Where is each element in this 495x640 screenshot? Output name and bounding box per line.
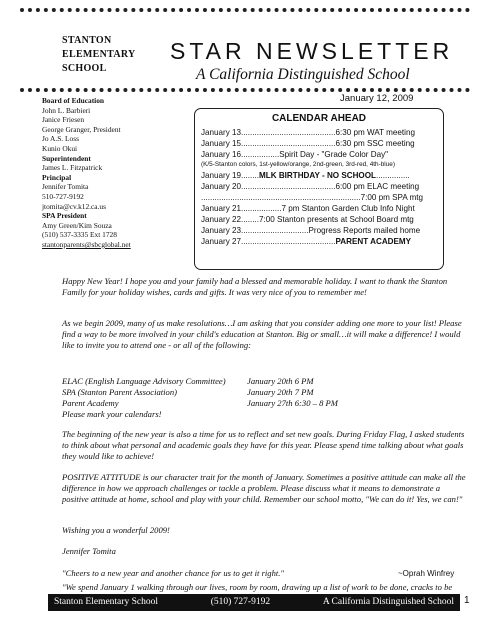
calendar-row [201, 149, 437, 160]
calendar-rows [201, 127, 437, 247]
sidebar-line: (510) 537-3335 Ext 1728 [42, 230, 117, 240]
sidebar-line: Superintendent [42, 153, 91, 163]
calendar-title: CALENDAR AHEAD [271, 113, 367, 124]
meeting-row [62, 376, 462, 387]
calendar-row-text: January 23..............................Progress Reports mailed home [201, 226, 421, 235]
footer-school: Stanton Elementary School [54, 597, 158, 607]
sidebar-line: 510-727-9192 [42, 191, 84, 201]
newsletter-title: STAR NEWSLETTER [170, 38, 454, 64]
calendar-row-text: .......................................................................7:00 pm SPA mtg [201, 193, 424, 202]
calendar-row-text: (K/5-Stanton colors, 1st-yellow/orange, 2nd-green, 3rd-red, 4th-blue) [201, 161, 395, 168]
closing-wish: Wishing you a wonderful 2009! [62, 525, 170, 535]
calendar-row [201, 127, 437, 138]
calendar-row [201, 181, 437, 192]
meeting-date: January 20th 6 PM [247, 376, 314, 386]
calendar-row-text: January 19........ [201, 171, 260, 180]
calendar-box [194, 108, 444, 270]
sidebar-line: SPA President [42, 211, 87, 221]
newsletter-subtitle: A California Distinguished School [196, 66, 410, 83]
calendar-row-text: January 20..........................................6:00 pm ELAC meeting [201, 182, 420, 191]
top-dotted-rule [20, 8, 470, 12]
paragraph-goals: The beginning of the new year is also a time for us to reflect and set new goals. During Friday Flag, I asked students to think about what personal and academic goals they have for this year. Please spend time talking about what goals they would like to achieve! [62, 429, 465, 461]
school-name [62, 34, 162, 76]
school-line: SCHOOL [62, 63, 107, 74]
meeting-row [62, 398, 462, 409]
meeting-name: ELAC (English Language Advisory Committee) [62, 376, 226, 386]
school-line: ELEMENTARY [62, 49, 136, 60]
sidebar-line: Principal [42, 172, 72, 182]
sidebar-line: Jo A.S. Loss [42, 134, 79, 144]
meeting-row [62, 387, 462, 398]
footer-phone: (510) 727-9192 [210, 597, 271, 607]
calendar-row [201, 160, 437, 170]
sidebar-line: Kunio Okui [42, 143, 78, 153]
sidebar-line: Amy Green/Kim Souza [42, 220, 112, 230]
meeting-name: Parent Academy [62, 398, 119, 408]
paragraph-resolutions: As we begin 2009, many of us make resolutions…I am asking that you consider adding one more to your list! Please find a way to be more involved in your child's education at Stanton. Big or small…it will make a difference! I would like to invite you to attend one - or all of the following: [62, 318, 462, 350]
sidebar-line: jtomita@cv.k12.ca.us [42, 201, 106, 211]
calendar-row [201, 170, 437, 181]
calendar-row [201, 236, 437, 247]
paragraph-greeting: Happy New Year! I hope you and your family had a blessed and memorable holiday. I want to thank the Stanton Family for your holiday wishes, cards and gifts. It was very nice of you to remember me! [62, 276, 448, 297]
meeting-date: January 27th 6:30 – 8 PM [247, 398, 338, 408]
signature: Jennifer Tomita [62, 546, 116, 556]
page-number: 1 [464, 595, 470, 606]
calendar-row-text: January 27.......................................... [201, 237, 336, 246]
calendar-row-text: January 15..........................................6:30 pm SSC meeting [201, 139, 415, 148]
sidebar-line: Janice Friesen [42, 115, 85, 125]
sidebar-line: Jennifer Tomita [42, 182, 89, 192]
staff-sidebar [42, 96, 192, 250]
header-dotted-rule [20, 88, 470, 92]
newsletter-date: January 12, 2009 [340, 93, 414, 104]
paragraph-positive-attitude: POSITIVE ATTITUDE is our character trait for the month of January. Sometimes a positive attitude can make all the difference in how we approach challenges or tackle a problem. Please discuss what it means to demonstrate a positive attitude at home, school and play with your child. Remember our school motto, "We can do it! Yes, we can!" [62, 472, 466, 504]
calendar-row [201, 138, 437, 149]
calendar-row-text: January 22........7:00 Stanton presents at School Board mtg [201, 215, 414, 224]
sidebar-line: Board of Education [42, 96, 105, 105]
quote-oprah-author: ~Oprah Winfrey [398, 569, 455, 578]
calendar-row [201, 203, 437, 214]
calendar-row [201, 225, 437, 236]
footer-tagline: A California Distinguished School [322, 597, 454, 607]
calendar-row [201, 192, 437, 203]
calendar-row-text: January 16.................Spirit Day - "Grade Color Day" [201, 150, 389, 159]
quote-oprah: "Cheers to a new year and another chance for us to get it right." [62, 568, 285, 578]
calendar-row-text: January 21..................7 pm Stanton Garden Club Info Night [201, 204, 415, 213]
calendar-row-highlight: PARENT ACADEMY [335, 237, 412, 246]
sidebar-line: John L. Barbieri [42, 105, 91, 115]
meeting-date: January 20th 7 PM [247, 387, 314, 397]
calendar-row-highlight: MLK BIRTHDAY - NO SCHOOL [259, 171, 376, 180]
meeting-name: SPA (Stanton Parent Association) [62, 387, 177, 397]
calendar-row [201, 214, 437, 225]
school-line: STANTON [62, 35, 112, 46]
sidebar-line: George Granger, President [42, 124, 121, 134]
sidebar-line: James L. Fitzpatrick [42, 163, 103, 173]
quote-goodman: "We spend January 1 walking through our lives, room by room, drawing up a list of work to be done, cracks to be [62, 582, 453, 592]
footer-bar [48, 594, 460, 611]
calendar-row-text: January 13..........................................6:30 pm WAT meeting [201, 128, 415, 137]
sidebar-line[interactable]: stantonparents@sbcglobal.net [42, 239, 131, 249]
calendar-row-trail: ............... [375, 171, 410, 180]
mark-calendars-note: Please mark your calendars! [62, 409, 162, 419]
